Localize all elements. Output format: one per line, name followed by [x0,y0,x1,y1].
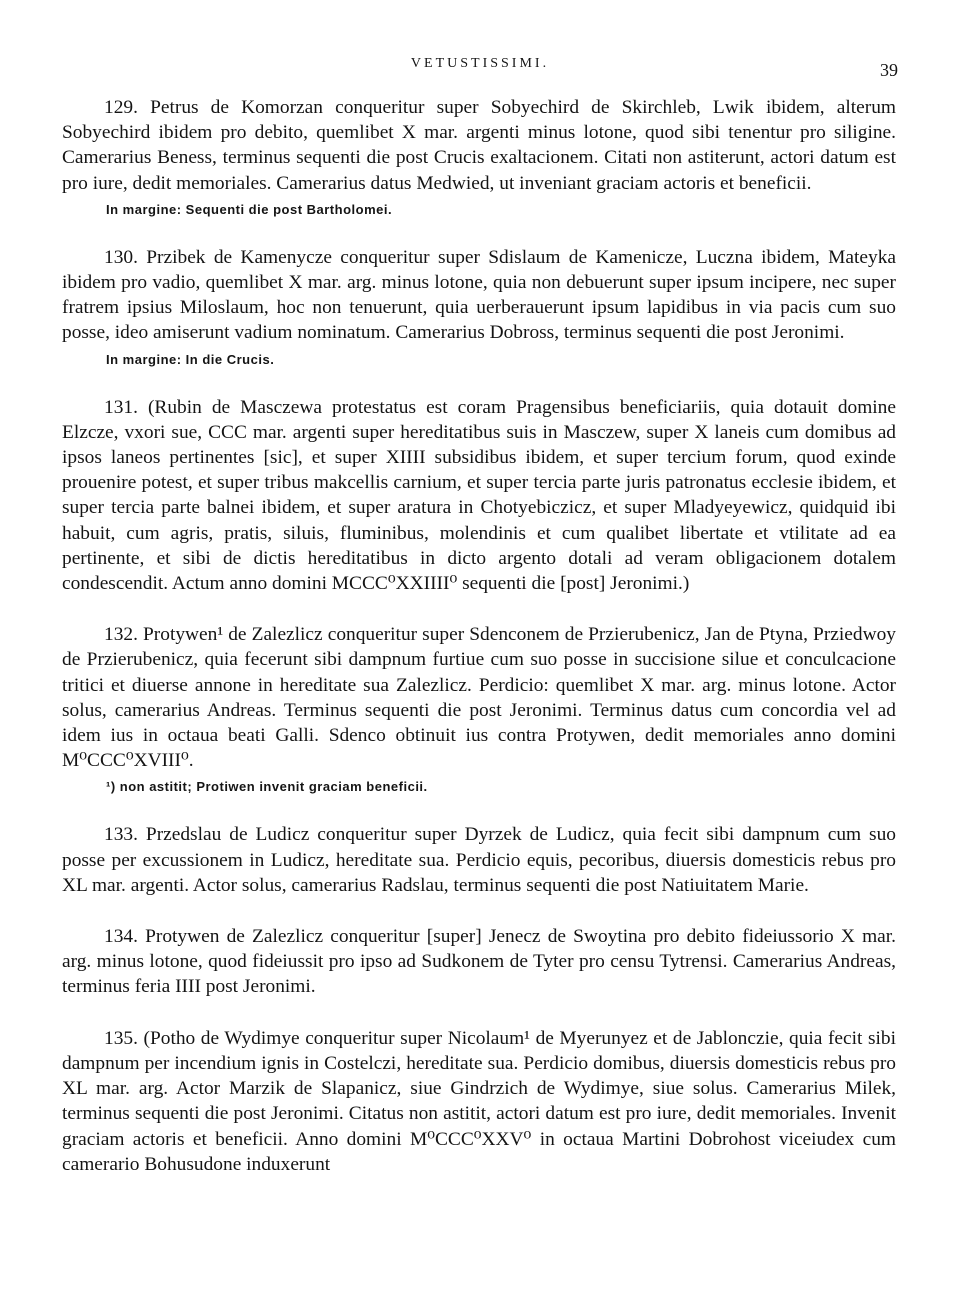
entry-text: Przibek de Kamenycze conqueritur super Sdislaum de Kamenicze, Luczna ibidem, Mateyka ibidem pro vadio, quemlibet X mar. arg. minus lotone, quia non debuerunt super ipsum incipere, nec super fratrem ipsius Miloslaum, hoc non tenuerunt, quia uerberauerunt ipsum lapidibus in via pacis cum suo posse, ideo amiserunt vadium nominatum. Camerarius Dobross, terminus sequenti die post Jeronimi. [62,246,896,344]
entry-number: 133. [104,824,138,846]
entry-131 [62,395,896,597]
entry-134 [62,924,896,1000]
margin-note: In margine: In die Crucis. [106,351,275,367]
footnote: ¹) non astitit; Protiwen invenit graciam beneficii. [106,779,428,795]
page-body [62,95,896,1177]
entry-text: Protywen de Zalezlicz conqueritur [super] Jenecz de Swoytina pro debito fideiussorio X mar. arg. minus lotone, quod fideiussit pro ipso ad Sudkonem de Tyter pro censu Tytrensi. Camerarius Andreas, terminus feria IIII post Jeronimi. [62,926,896,998]
entry-132 [62,622,896,796]
entry-paragraph [62,622,896,773]
entry-text: Protywen¹ de Zalezlicz conqueritur super Sdenconem de Przierubenicz, Jan de Ptyna, Prziedwoy de Przierubenicz, quia fecerunt sibi dampnum furtiue cum suo posse in succisione silue et conculcacione tritici et diuerse annone in hereditate sua Zalezlicz. Perdicio: quemlibet X mar. arg. minus lotone. Actor solus, camerarius Andreas. Terminus sequenti die post Jeronimi. Terminus datus cum concordia vel ad idem ius in octaua beati Galli. Sdenco obtinuit ius contra Protywen, dedit memoriales anno domini M⁰CCC⁰XVIII⁰. [62,624,896,772]
entry-paragraph [62,95,896,196]
entry-paragraph [62,924,896,1000]
entry-number: 130. [104,246,138,268]
entry-135 [62,1026,896,1177]
entry-133 [62,822,896,898]
entry-text: Przedslau de Ludicz conqueritur super Dyrzek de Ludicz, quia fecit sibi dampnum cum suo posse per excussionem in Ludicz, hereditate sua. Perdicio equis, pecoribus, diuersis domesticis rebus pro XL mar. argenti. Actor solus, camerarius Radslau, terminus sequenti die post Natiuitatem Marie. [62,824,896,896]
entry-paragraph [62,395,896,597]
page-number: 39 [880,60,898,80]
entry-number: 132. [104,624,138,646]
entry-129 [62,95,896,219]
entry-paragraph [62,245,896,346]
entry-number: 131. [104,396,138,418]
running-title: VETUSTISSIMI. [410,56,550,71]
entry-number: 129. [104,97,138,118]
entry-number: 134. [104,926,138,948]
margin-note: In margine: Sequenti die post Bartholomei. [106,201,393,217]
entry-text: Petrus de Komorzan conqueritur super Sobyechird de Skirchleb, Lwik ibidem, alterum Sobyechird ibidem pro debito, quemlibet X mar. argenti minus lotone, quod sibi tenentur pro siligine. Camerarius Beness, terminus sequenti die post Crucis exaltacionem. Citati non astiterunt, actori datum est pro iure, dedit memoriales. Camerarius datus Medwied, ut inveniant graciam actoris et beneficii. [62,97,896,194]
entry-text: (Rubin de Masczewa protestatus est coram Pragensibus beneficiariis, quia dotauit domine Elzcze, vxori sue, CCC mar. argenti super hereditatibus suis in Masczew, super X laneis cum domibus ad ipsos laneos pertinentes [sic], et super XIIII subsidibus ibidem, et super tercium forum, quod exinde prouenire potest, et super tribus makcellis carnium, et super tercia parte juris patronatus ecclesie ibidem, et super tercia parte balnei ibidem, et super aratura in Chotyebiczicz, et super Mladyeyewicz, quidquid ibi habuit, cum agris, pratis, siluis, fluminibus, molendinis et cum qualibet libertate et vtilitate ad ea pertinente, et sibi de dictis hereditatibus in dicto argento dotali ad veram obligacionem dotalem condescendit. Actum anno domini MCCC⁰XXIIII⁰ sequenti die [post] Jeronimi.) [62,396,896,595]
entry-paragraph [62,1026,896,1177]
entry-130 [62,245,896,369]
entry-text: (Potho de Wydimye conqueritur super Nicolaum¹ de Myerunyez et de Jablonczie, quia fecit sibi dampnum per incendium ignis in Costelczi, hereditate sua. Perdicio domibus, diuersis domesticis rebus pro XL mar. arg. Actor Marzik de Slapanicz, siue Gindrzich de Wydimye, siue solus. Camerarius Milek, terminus sequenti die post Jeronimi. Citatus non astitit, actori datum est pro iure, dedit memoriales. Invenit graciam actoris et beneficii. Anno domini M⁰CCC⁰XXV⁰ in octaua Martini Dobrohost viceiudex cum camerario Bohusudone induxerunt [62,1027,896,1175]
entry-number: 135. [104,1027,138,1049]
entry-paragraph [62,822,896,898]
